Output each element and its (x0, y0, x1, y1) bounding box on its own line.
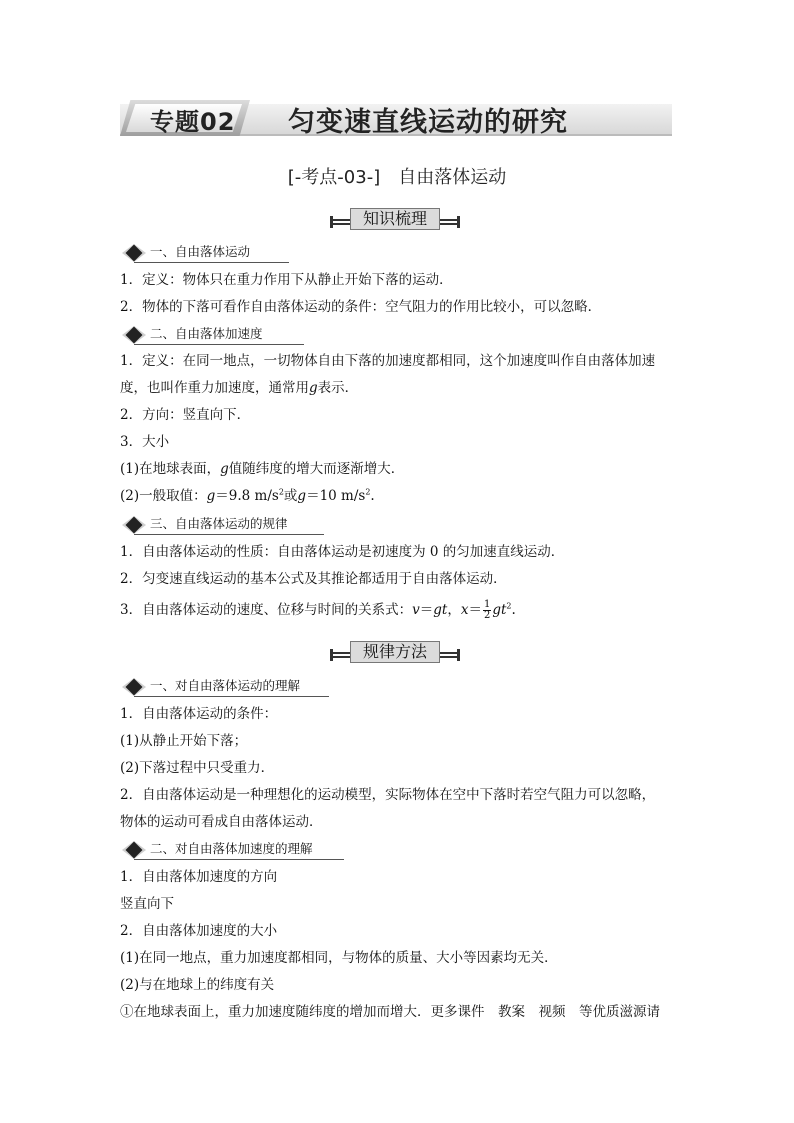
section-title-knowledge: 知识梳理 (362, 209, 427, 228)
subheading-text: 一、自由落体运动 (150, 244, 251, 259)
paragraph-line: ①在地球表面上，重力加速度随纬度的增加而增大．更多课件 教案 视频 等优质滋源请 (120, 1004, 660, 1020)
subheading-text: 三、自由落体运动的规律 (150, 516, 288, 531)
fraction-one-half (483, 600, 491, 621)
paragraph-line (120, 460, 404, 478)
paragraph-line: 2．方向：竖直向下． (120, 407, 251, 423)
variable-gt: gt (492, 602, 507, 618)
subheading-underline (134, 534, 324, 535)
variable-g: g (309, 380, 318, 396)
diamond-icon (126, 679, 143, 696)
variable-gt: gt (433, 602, 448, 618)
paragraph-line: 竖直向下 (120, 896, 174, 912)
section-title-method: 规律方法 (362, 642, 427, 661)
paragraph-line: 1．定义：物体只在重力作用下从静止开始下落的运动． (120, 272, 453, 288)
paragraph-line (120, 487, 375, 505)
text-span: ＝10 m/s (306, 488, 366, 504)
variable-g: g (206, 488, 216, 504)
section-divider-method (330, 641, 460, 663)
chapter-label: 专题02 (150, 108, 236, 136)
subheading-underline (134, 859, 344, 860)
paragraph-line: 2．自由落体加速度的大小 (120, 923, 278, 939)
text-span: 或 (283, 488, 298, 504)
text-span: . (370, 488, 375, 504)
variable-x: x (460, 602, 469, 618)
text-span: (2)一般取值： (120, 488, 207, 504)
fraction-denominator: 2 (483, 610, 491, 621)
paragraph-line: 2．物体的下落可看作自由落体运动的条件：空气阻力的作用比较小，可以忽略． (120, 299, 602, 315)
diamond-icon (126, 517, 143, 534)
text-span: . (511, 602, 516, 618)
variable-v: v (412, 602, 420, 618)
superscript: 2 (365, 487, 371, 497)
paragraph-line: 3．大小 (120, 434, 170, 450)
text-span: 度，也叫作重力加速度，通常用 (120, 380, 309, 396)
diamond-icon (126, 842, 143, 859)
paragraph-line: (2)下落过程中只受重力． (120, 760, 275, 776)
chapter-title: 匀变速直线运动的研究 (288, 107, 568, 138)
paragraph-line: 物体的运动可看成自由落体运动． (120, 814, 323, 830)
paragraph-line (120, 379, 358, 397)
variable-g: g (297, 488, 307, 504)
paragraph-line: (2)与在地球上的纬度有关 (120, 977, 275, 993)
text-span: ＝ (468, 602, 482, 618)
text-span: ， (447, 602, 461, 618)
paragraph-line: 1．自由落体加速度的方向 (120, 869, 278, 885)
chapter-banner (120, 100, 672, 138)
paragraph-line: 2．自由落体运动是一种理想化的运动模型，实际物体在空中下落时若空气阻力可以忽略， (120, 787, 656, 803)
paragraph-line: 1．自由落体运动的性质：自由落体运动是初速度为 0 的匀加速直线运动． (120, 544, 565, 560)
subheading-text: 一、对自由落体运动的理解 (150, 678, 301, 693)
subheading-text: 二、对自由落体加速度的理解 (150, 841, 313, 856)
exam-point-title: [-考点-03-] 自由落体运动 (287, 167, 507, 188)
text-span: ＝9.8 m/s (215, 488, 279, 504)
superscript: 2 (506, 601, 512, 611)
paragraph-line: 2．匀变速直线运动的基本公式及其推论都适用于自由落体运动． (120, 571, 507, 587)
paragraph-line: 1．自由落体运动的条件： (120, 706, 278, 722)
paragraph-line: (1)从静止开始下落； (120, 733, 248, 749)
subheading-text: 二、自由落体加速度 (150, 326, 263, 341)
text-span: (1)在地球表面， (120, 461, 221, 477)
text-span: 值随纬度的增大而逐渐增大． (228, 461, 405, 477)
subheading-underline (134, 344, 304, 345)
fraction-numerator: 1 (483, 599, 491, 610)
subheading-underline (134, 262, 289, 263)
section-divider-knowledge (330, 208, 460, 230)
paragraph-line: 1．定义：在同一地点，一切物体自由下落的加速度都相同，这个加速度叫作自由落体加速 (120, 353, 656, 369)
variable-g: g (220, 461, 229, 477)
text-span: 3．自由落体运动的速度、位移与时间的关系式： (120, 602, 413, 618)
subheading-underline (134, 696, 329, 697)
diamond-icon (126, 245, 143, 262)
text-span: 表示． (317, 380, 359, 396)
paragraph-line (120, 600, 516, 621)
paragraph-line: (1)在同一地点，重力加速度都相同，与物体的质量、大小等因素均无关． (120, 950, 558, 966)
text-span: ＝ (419, 602, 434, 618)
diamond-icon (126, 327, 143, 344)
superscript: 2 (278, 487, 284, 497)
